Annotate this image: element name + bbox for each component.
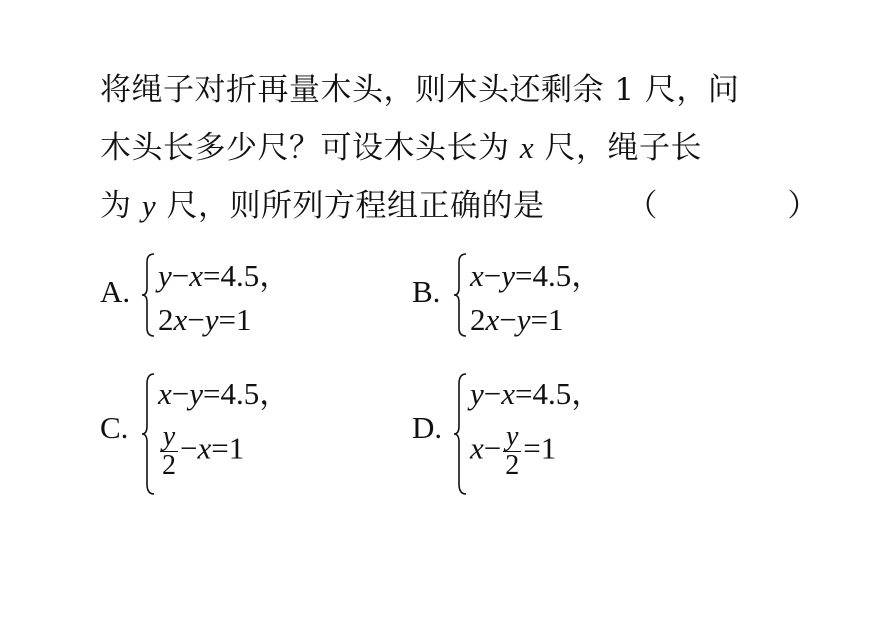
option-a[interactable] [100,246,380,346]
option-b-label: B. [412,274,441,309]
fraction-y-over-2 [503,421,521,481]
option-c-label: C. [100,410,129,445]
option-c-equation-1: x−y=4.5， [158,376,291,411]
fraction-denominator: 2 [505,450,520,481]
variable-y: y [141,188,157,223]
option-a-equation-2: 2x−y=1 [158,302,252,337]
option-d-label: D. [412,410,443,445]
brace-icon [140,252,156,338]
option-d-equation-2-pre: x− [470,430,502,466]
option-d-equation-1: y−x=4.5， [470,376,603,411]
question-line-2-text-a: 木头长多少尺？可设木头长为 [100,130,520,166]
option-c[interactable] [100,364,380,504]
brace-icon [140,372,156,496]
option-b-equation-1: x−y=4.5， [470,258,603,293]
option-d-equation-2-rest: =1 [523,430,557,466]
fraction-denominator: 2 [162,450,176,481]
option-d-equation-2 [470,421,557,481]
question-line-2 [100,119,740,177]
option-c-equation-2-rest: −x=1 [180,430,245,466]
brace-icon [452,372,468,496]
variable-x: x [519,130,535,165]
fraction-numerator: y [162,421,176,452]
option-a-label: A. [100,274,131,309]
fraction-y-over-2 [160,421,178,481]
fraction-numerator: y [506,421,519,452]
option-b-equation-2: 2x−y=1 [470,302,564,337]
option-a-equation-1: y−x=4.5， [158,258,291,293]
question-line-3-text-b: 尺，则所列方程组正确的是 [156,188,545,224]
option-b[interactable] [412,246,692,346]
question-line-3 [100,177,878,235]
option-d[interactable] [412,364,692,504]
question-line-3-text-a: 为 [100,188,142,224]
brace-icon [452,252,468,338]
question-line-1: 将绳子对折再量木头，则木头还剩余 1 尺，问 [100,72,740,108]
answer-parentheses: （ ） [626,188,878,224]
option-c-equation-2 [158,421,245,481]
question-text [100,62,878,235]
question-line-2-text-b: 尺，绳子长 [534,130,702,166]
